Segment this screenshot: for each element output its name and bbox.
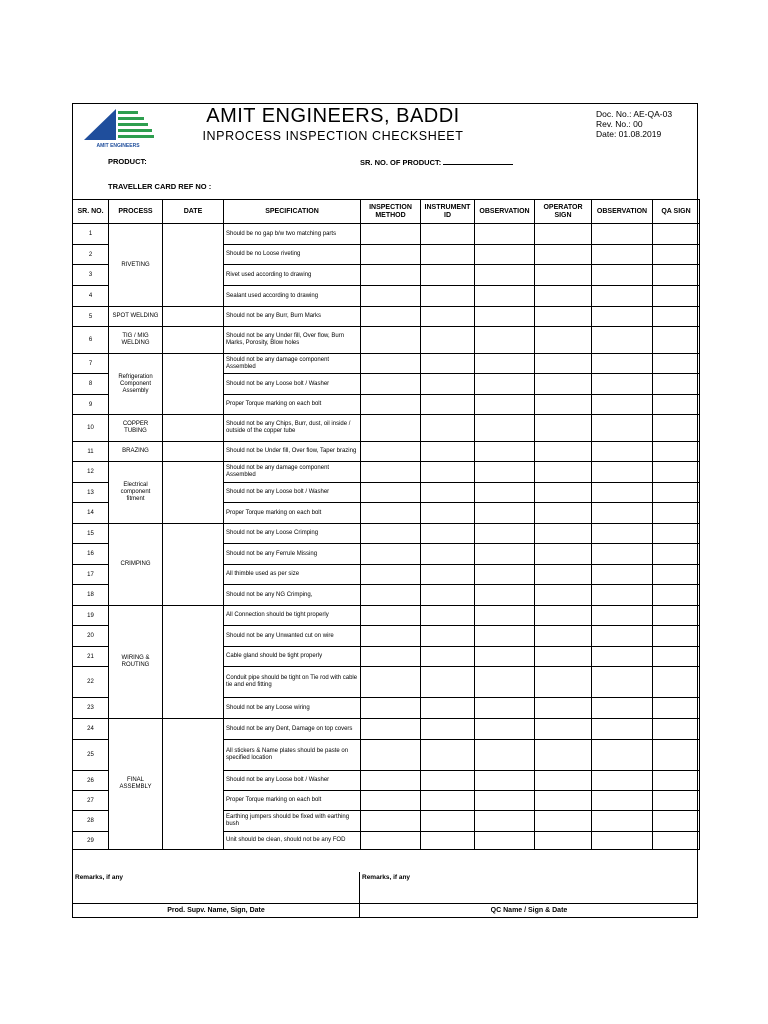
inspection-method-cell[interactable] [361, 462, 421, 483]
observation-cell[interactable] [475, 224, 535, 245]
qa-observation-cell[interactable] [592, 647, 653, 667]
qa-sign-cell[interactable] [653, 585, 700, 606]
inspection-method-cell[interactable] [361, 698, 421, 719]
inspection-method-cell[interactable] [361, 374, 421, 395]
qa-observation-cell[interactable] [592, 667, 653, 698]
inspection-method-cell[interactable] [361, 771, 421, 791]
observation-cell[interactable] [475, 740, 535, 771]
specification-cell: Should not be any Chips, Burr, dust, oil inside / outside of the copper tube [224, 415, 361, 442]
observation-cell[interactable] [475, 503, 535, 524]
instrument-id-cell[interactable] [421, 585, 475, 606]
operator-sign-cell[interactable] [535, 647, 592, 667]
sr-no-cell: 10 [73, 415, 109, 442]
instrument-id-cell[interactable] [421, 395, 475, 415]
instrument-id-cell[interactable] [421, 565, 475, 585]
instrument-id-cell[interactable] [421, 503, 475, 524]
col-process: PROCESS [109, 200, 163, 224]
observation-cell[interactable] [475, 626, 535, 647]
process-cell: WIRING & ROUTING [109, 606, 163, 719]
specification-cell: Should be no gap b/w two matching parts [224, 224, 361, 245]
qa-observation-cell[interactable] [592, 565, 653, 585]
document-date: Date: 01.08.2019 [596, 129, 662, 139]
instrument-id-cell[interactable] [421, 811, 475, 832]
observation-cell[interactable] [475, 698, 535, 719]
qa-observation-cell[interactable] [592, 327, 653, 354]
process-cell: RIVETING [109, 224, 163, 307]
inspection-method-cell[interactable] [361, 307, 421, 327]
observation-cell[interactable] [475, 286, 535, 307]
observation-cell[interactable] [475, 544, 535, 565]
observation-cell[interactable] [475, 395, 535, 415]
observation-cell[interactable] [475, 374, 535, 395]
table-row [73, 462, 700, 483]
date-cell[interactable] [163, 606, 224, 719]
sr-no-of-product-field[interactable] [360, 157, 513, 167]
qa-sign-cell[interactable] [653, 503, 700, 524]
operator-sign-cell[interactable] [535, 354, 592, 374]
qa-observation-cell[interactable] [592, 832, 653, 850]
instrument-id-cell[interactable] [421, 626, 475, 647]
qa-sign-cell[interactable] [653, 606, 700, 626]
specification-cell: Should not be any Loose wiring [224, 698, 361, 719]
process-cell: Electrical component fitment [109, 462, 163, 524]
sign-divider-left [73, 903, 359, 904]
inspection-method-cell[interactable] [361, 811, 421, 832]
observation-cell[interactable] [475, 307, 535, 327]
table-row [73, 354, 700, 374]
sr-no-cell: 11 [73, 442, 109, 462]
observation-cell[interactable] [475, 265, 535, 286]
specification-cell: Earthing jumpers should be fixed with earthing bush [224, 811, 361, 832]
operator-sign-cell[interactable] [535, 327, 592, 354]
date-cell[interactable] [163, 224, 224, 307]
product-label: PRODUCT: [108, 157, 147, 166]
operator-sign-cell[interactable] [535, 771, 592, 791]
qa-observation-cell[interactable] [592, 524, 653, 544]
sr-no-cell: 20 [73, 626, 109, 647]
qa-observation-cell[interactable] [592, 224, 653, 245]
qa-sign-cell[interactable] [653, 544, 700, 565]
instrument-id-cell[interactable] [421, 719, 475, 740]
date-cell[interactable] [163, 524, 224, 606]
sr-no-cell: 15 [73, 524, 109, 544]
sr-no-cell: 4 [73, 286, 109, 307]
instrument-id-cell[interactable] [421, 354, 475, 374]
operator-sign-cell[interactable] [535, 286, 592, 307]
process-cell: COPPER TUBING [109, 415, 163, 442]
sr-no-cell: 26 [73, 771, 109, 791]
inspection-method-cell[interactable] [361, 544, 421, 565]
qa-sign-cell[interactable] [653, 832, 700, 850]
specification-cell: Proper Torque marking on each bolt [224, 503, 361, 524]
observation-cell[interactable] [475, 771, 535, 791]
document-info [596, 109, 672, 139]
observation-cell[interactable] [475, 524, 535, 544]
inspection-method-cell[interactable] [361, 503, 421, 524]
inspection-checksheet [72, 103, 698, 918]
inspection-method-cell[interactable] [361, 524, 421, 544]
qa-observation-cell[interactable] [592, 811, 653, 832]
qa-sign-cell[interactable] [653, 740, 700, 771]
table-row [73, 606, 700, 626]
sr-no-cell: 8 [73, 374, 109, 395]
qa-observation-cell[interactable] [592, 245, 653, 265]
inspection-method-cell[interactable] [361, 265, 421, 286]
sr-no-cell: 25 [73, 740, 109, 771]
observation-cell[interactable] [475, 585, 535, 606]
qa-sign-cell[interactable] [653, 524, 700, 544]
specification-cell: Rivet used according to drawing [224, 265, 361, 286]
instrument-id-cell[interactable] [421, 483, 475, 503]
sr-no-cell: 19 [73, 606, 109, 626]
observation-cell[interactable] [475, 719, 535, 740]
col-date: DATE [163, 200, 224, 224]
operator-sign-cell[interactable] [535, 698, 592, 719]
table-row [73, 224, 700, 245]
amit-engineers-logo [82, 107, 154, 149]
table-row [73, 442, 700, 462]
col-qa-sign: QA SIGN [653, 200, 700, 224]
col-specification: SPECIFICATION [224, 200, 361, 224]
col-observation: OBSERVATION [475, 200, 535, 224]
operator-sign-cell[interactable] [535, 462, 592, 483]
qa-observation-cell[interactable] [592, 585, 653, 606]
table-row [73, 307, 700, 327]
qa-sign-cell[interactable] [653, 698, 700, 719]
qa-observation-cell[interactable] [592, 442, 653, 462]
instrument-id-cell[interactable] [421, 740, 475, 771]
specification-cell: All stickers & Name plates should be paste on specified location [224, 740, 361, 771]
instrument-id-cell[interactable] [421, 524, 475, 544]
remarks-qc[interactable] [360, 872, 698, 918]
sr-no-of-product-label: SR. NO. OF PRODUCT: [360, 158, 442, 167]
operator-sign-cell[interactable] [535, 503, 592, 524]
specification-cell: Should be no Loose riveting [224, 245, 361, 265]
specification-cell: Proper Torque marking on each bolt [224, 395, 361, 415]
specification-cell: Unit should be clean, should not be any FOD [224, 832, 361, 850]
inspection-method-cell[interactable] [361, 245, 421, 265]
observation-cell[interactable] [475, 483, 535, 503]
process-cell: Refrigeration Component Assembly [109, 354, 163, 415]
observation-cell[interactable] [475, 791, 535, 811]
qc-sign-label: QC Name / Sign & Date [490, 907, 568, 914]
observation-cell[interactable] [475, 354, 535, 374]
operator-sign-cell[interactable] [535, 374, 592, 395]
inspection-method-cell[interactable] [361, 606, 421, 626]
date-cell[interactable] [163, 327, 224, 354]
operator-sign-cell[interactable] [535, 265, 592, 286]
specification-cell: Should not be any Burr, Burn Marks [224, 307, 361, 327]
sr-no-blank-line [443, 157, 513, 165]
qa-observation-cell[interactable] [592, 483, 653, 503]
specification-cell: Should not be any Loose bolt / Washer [224, 374, 361, 395]
specification-cell: Should not be any Under fill, Over flow, Burn Marks, Porosity, Blow holes [224, 327, 361, 354]
operator-sign-cell[interactable] [535, 224, 592, 245]
inspection-method-cell[interactable] [361, 442, 421, 462]
instrument-id-cell[interactable] [421, 606, 475, 626]
col-inspection-method: INSPECTION METHOD [361, 200, 421, 224]
date-cell[interactable] [163, 442, 224, 462]
inspection-method-cell[interactable] [361, 740, 421, 771]
qa-observation-cell[interactable] [592, 374, 653, 395]
col-observation-qa: OBSERVATION [592, 200, 653, 224]
svg-text:AMIT ENGINEERS: AMIT ENGINEERS [96, 143, 140, 149]
qa-observation-cell[interactable] [592, 286, 653, 307]
col-sr-no: SR. NO. [73, 200, 109, 224]
specification-cell: Should not be any NG Crimping, [224, 585, 361, 606]
sheet-title: INPROCESS INSPECTION CHECKSHEET [202, 129, 464, 143]
qa-observation-cell[interactable] [592, 265, 653, 286]
sr-no-cell: 5 [73, 307, 109, 327]
operator-sign-cell[interactable] [535, 585, 592, 606]
operator-sign-cell[interactable] [535, 442, 592, 462]
qa-sign-cell[interactable] [653, 354, 700, 374]
process-cell: TIG / MIG WELDING [109, 327, 163, 354]
inspection-method-cell[interactable] [361, 354, 421, 374]
qa-observation-cell[interactable] [592, 698, 653, 719]
instrument-id-cell[interactable] [421, 667, 475, 698]
qa-sign-cell[interactable] [653, 245, 700, 265]
observation-cell[interactable] [475, 442, 535, 462]
sr-no-cell: 17 [73, 565, 109, 585]
inspection-method-cell[interactable] [361, 286, 421, 307]
qa-observation-cell[interactable] [592, 740, 653, 771]
specification-cell: Should not be any Loose bolt / Washer [224, 771, 361, 791]
qa-sign-cell[interactable] [653, 771, 700, 791]
qa-sign-cell[interactable] [653, 647, 700, 667]
instrument-id-cell[interactable] [421, 647, 475, 667]
qa-observation-cell[interactable] [592, 719, 653, 740]
inspection-table [72, 199, 700, 850]
observation-cell[interactable] [475, 415, 535, 442]
instrument-id-cell[interactable] [421, 544, 475, 565]
instrument-id-cell[interactable] [421, 698, 475, 719]
qa-observation-cell[interactable] [592, 626, 653, 647]
qa-sign-cell[interactable] [653, 811, 700, 832]
operator-sign-cell[interactable] [535, 606, 592, 626]
qa-sign-cell[interactable] [653, 307, 700, 327]
operator-sign-cell[interactable] [535, 626, 592, 647]
qa-sign-cell[interactable] [653, 565, 700, 585]
observation-cell[interactable] [475, 565, 535, 585]
qa-sign-cell[interactable] [653, 265, 700, 286]
qa-sign-cell[interactable] [653, 626, 700, 647]
specification-cell: Should not be any Unwanted cut on wire [224, 626, 361, 647]
company-name: AMIT ENGINEERS, BADDI [206, 105, 460, 127]
instrument-id-cell[interactable] [421, 265, 475, 286]
operator-sign-cell[interactable] [535, 415, 592, 442]
qa-observation-cell[interactable] [592, 503, 653, 524]
qa-sign-cell[interactable] [653, 415, 700, 442]
sr-no-cell: 28 [73, 811, 109, 832]
specification-cell: Should not be Under fill, Over flow, Taper brazing [224, 442, 361, 462]
qa-observation-cell[interactable] [592, 307, 653, 327]
qa-sign-cell[interactable] [653, 462, 700, 483]
process-cell: BRAZING [109, 442, 163, 462]
traveller-card-label: TRAVELLER CARD REF NO : [108, 182, 212, 191]
specification-cell: Should not be any Ferrule Missing [224, 544, 361, 565]
col-operator-sign: OPERATOR SIGN [535, 200, 592, 224]
inspection-method-cell[interactable] [361, 395, 421, 415]
qa-observation-cell[interactable] [592, 462, 653, 483]
inspection-method-cell[interactable] [361, 626, 421, 647]
inspection-method-cell[interactable] [361, 585, 421, 606]
qa-observation-cell[interactable] [592, 791, 653, 811]
observation-cell[interactable] [475, 832, 535, 850]
specification-cell: Should not be any Loose bolt / Washer [224, 483, 361, 503]
sr-no-cell: 29 [73, 832, 109, 850]
inspection-method-cell[interactable] [361, 832, 421, 850]
remarks-right-label: Remarks, if any [362, 874, 411, 881]
qa-sign-cell[interactable] [653, 374, 700, 395]
inspection-method-cell[interactable] [361, 565, 421, 585]
instrument-id-cell[interactable] [421, 462, 475, 483]
date-cell[interactable] [163, 462, 224, 524]
operator-sign-cell[interactable] [535, 395, 592, 415]
table-row [73, 524, 700, 544]
sr-no-cell: 6 [73, 327, 109, 354]
observation-cell[interactable] [475, 667, 535, 698]
operator-sign-cell[interactable] [535, 483, 592, 503]
sr-no-cell: 18 [73, 585, 109, 606]
operator-sign-cell[interactable] [535, 832, 592, 850]
table-row [73, 327, 700, 354]
instrument-id-cell[interactable] [421, 442, 475, 462]
instrument-id-cell[interactable] [421, 286, 475, 307]
date-cell[interactable] [163, 307, 224, 327]
operator-sign-cell[interactable] [535, 245, 592, 265]
specification-cell: Should not be any damage component Assembled [224, 354, 361, 374]
qa-observation-cell[interactable] [592, 606, 653, 626]
qa-sign-cell[interactable] [653, 483, 700, 503]
qa-sign-cell[interactable] [653, 327, 700, 354]
observation-cell[interactable] [475, 462, 535, 483]
specification-cell: Proper Torque marking on each bolt [224, 791, 361, 811]
qa-observation-cell[interactable] [592, 395, 653, 415]
observation-cell[interactable] [475, 647, 535, 667]
sr-no-cell: 7 [73, 354, 109, 374]
date-cell[interactable] [163, 415, 224, 442]
sr-no-cell: 13 [73, 483, 109, 503]
qa-sign-cell[interactable] [653, 719, 700, 740]
date-cell[interactable] [163, 719, 224, 850]
doc-number: Doc. No.: AE-QA-03 [596, 109, 673, 119]
specification-cell: Cable gland should be tight properly [224, 647, 361, 667]
specification-cell: Sealant used according to drawing [224, 286, 361, 307]
operator-sign-cell[interactable] [535, 740, 592, 771]
sr-no-cell: 1 [73, 224, 109, 245]
specification-cell: Conduit pipe should be tight on Tie rod with cable tie and end fitting [224, 667, 361, 698]
qa-sign-cell[interactable] [653, 395, 700, 415]
process-cell: SPOT WELDING [109, 307, 163, 327]
observation-cell[interactable] [475, 811, 535, 832]
inspection-method-cell[interactable] [361, 791, 421, 811]
sr-no-cell: 2 [73, 245, 109, 265]
sr-no-cell: 22 [73, 667, 109, 698]
process-cell: FINAL ASSEMBLY [109, 719, 163, 850]
operator-sign-cell[interactable] [535, 524, 592, 544]
instrument-id-cell[interactable] [421, 245, 475, 265]
sr-no-cell: 23 [73, 698, 109, 719]
sign-divider-right [360, 903, 698, 904]
remarks-production[interactable] [73, 872, 360, 918]
instrument-id-cell[interactable] [421, 771, 475, 791]
sr-no-cell: 12 [73, 462, 109, 483]
operator-sign-cell[interactable] [535, 565, 592, 585]
inspection-method-cell[interactable] [361, 719, 421, 740]
qa-observation-cell[interactable] [592, 415, 653, 442]
qa-sign-cell[interactable] [653, 667, 700, 698]
table-row [73, 415, 700, 442]
operator-sign-cell[interactable] [535, 811, 592, 832]
inspection-method-cell[interactable] [361, 224, 421, 245]
instrument-id-cell[interactable] [421, 791, 475, 811]
prod-supv-sign-label: Prod. Supv. Name, Sign, Date [167, 907, 265, 914]
inspection-method-cell[interactable] [361, 415, 421, 442]
instrument-id-cell[interactable] [421, 415, 475, 442]
instrument-id-cell[interactable] [421, 327, 475, 354]
sr-no-cell: 16 [73, 544, 109, 565]
col-instrument-id: INSTRUMENT ID [421, 200, 475, 224]
sr-no-cell: 24 [73, 719, 109, 740]
operator-sign-cell[interactable] [535, 544, 592, 565]
revision-number: Rev. No.: 00 [596, 119, 643, 129]
table-row [73, 719, 700, 740]
operator-sign-cell[interactable] [535, 307, 592, 327]
observation-cell[interactable] [475, 327, 535, 354]
qa-observation-cell[interactable] [592, 544, 653, 565]
date-cell[interactable] [163, 354, 224, 415]
instrument-id-cell[interactable] [421, 832, 475, 850]
qa-sign-cell[interactable] [653, 224, 700, 245]
sr-no-cell: 27 [73, 791, 109, 811]
operator-sign-cell[interactable] [535, 667, 592, 698]
remarks-section [73, 872, 698, 918]
sr-no-cell: 9 [73, 395, 109, 415]
sr-no-cell: 14 [73, 503, 109, 524]
qa-sign-cell[interactable] [653, 791, 700, 811]
inspection-method-cell[interactable] [361, 647, 421, 667]
specification-cell: All Connection should be tight properly [224, 606, 361, 626]
qa-sign-cell[interactable] [653, 286, 700, 307]
qa-sign-cell[interactable] [653, 442, 700, 462]
process-cell: CRIMPING [109, 524, 163, 606]
remarks-left-label: Remarks, if any [75, 874, 124, 881]
specification-cell: Should not be any Loose Crimping [224, 524, 361, 544]
inspection-method-cell[interactable] [361, 327, 421, 354]
operator-sign-cell[interactable] [535, 719, 592, 740]
qa-observation-cell[interactable] [592, 771, 653, 791]
sr-no-cell: 21 [73, 647, 109, 667]
instrument-id-cell[interactable] [421, 224, 475, 245]
table-header-row [73, 200, 700, 224]
observation-cell[interactable] [475, 606, 535, 626]
operator-sign-cell[interactable] [535, 791, 592, 811]
observation-cell[interactable] [475, 245, 535, 265]
inspection-method-cell[interactable] [361, 667, 421, 698]
sr-no-cell: 3 [73, 265, 109, 286]
instrument-id-cell[interactable] [421, 307, 475, 327]
inspection-method-cell[interactable] [361, 483, 421, 503]
specification-cell: All thimble used as per size [224, 565, 361, 585]
qa-observation-cell[interactable] [592, 354, 653, 374]
instrument-id-cell[interactable] [421, 374, 475, 395]
specification-cell: Should not be any Dent, Damage on top covers [224, 719, 361, 740]
specification-cell: Should not be any damage component Assembled [224, 462, 361, 483]
